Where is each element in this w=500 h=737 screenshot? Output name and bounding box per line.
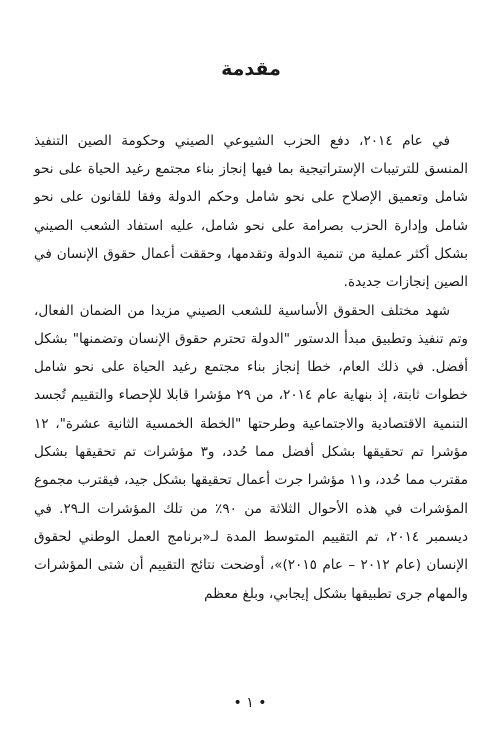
paragraph-2: شهد مختلف الحقوق الأساسية للشعب الصيني مزيدا من الضمان الفعال، وتم تنفيذ وتطبيق مبدأ الدستور "الدولة تحترم حقوق الإنسان وتضمنها" بشكل أفضل. في ذلك العام، خطا إنجاز بناء مجتمع رغيد الحياة على نحو شامل خطوات ثابتة، إذ بنهاية عام ٢٠١٤، من ٢٩ مؤشرا قابلا للإحصاء والتقييم تُجسد التنمية الاقتصادية والاجتماعية وطرحتها "الخطة الخمسية الثانية عشرة"، ١٢ مؤشرا تم تحقيقها بشكل أفضل مما حُدد، و٣ مؤشرات تم تحقيقها بشكل مقترب مما حُدد، و١١ مؤشرا جرت أعمال تحقيقها بشكل جيد، فيقترب مجموع المؤشرات في هذه الأحوال الثلاثة من ٩٠٪ من تلك المؤشرات الـ٢٩. في ديسمبر ٢٠١٤، تم التقييم المتوسط المدة لـ«برنامج العمل الوطني لحقوق الإنسان (عام ٢٠١٢ – عام ٢٠١٥)»، أوضحت نتائج التقييم أن شتى المؤشرات والمهام جرى تطبيقها بشكل إيجابي، وبلغ معظم — [34, 302, 468, 602]
paragraph-1: في عام ٢٠١٤، دفع الحزب الشيوعي الصيني وحكومة الصين التنفيذ المنسق للترتيبات الإستراتيجية بما فيها إنجاز بناء مجتمع رغيد الحياة على نحو شامل وتعميق الإصلاح على نحو شامل وحكم الدولة وفقا للقانون على نحو شامل وإدارة الحزب بصرامة على نحو شامل، عليه استفاد الشعب الصيني بشكل أكثر عملية من تنمية الدولة وتقدمها، وحققت أعمال حقوق الإنسان في الصين إنجازات جديدة. — [34, 132, 468, 291]
page-title: مقدمة — [221, 58, 281, 80]
page-number: • ١ • — [233, 695, 267, 711]
